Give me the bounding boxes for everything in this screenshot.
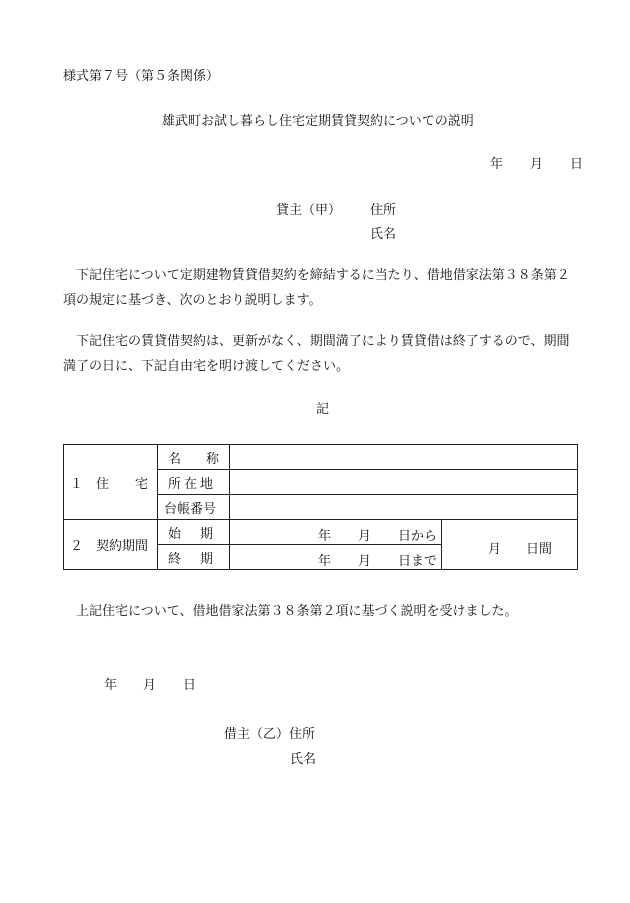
acknowledgement-text: 上記住宅について、借地借家法第３８条第２項に基づく説明を受けました。 bbox=[76, 604, 518, 619]
end-date-cell[interactable] bbox=[230, 545, 442, 570]
ledger-value-cell[interactable] bbox=[230, 495, 578, 520]
duration-day: 日間 bbox=[526, 542, 553, 557]
name-label-cell bbox=[158, 445, 230, 470]
form-number: 様式第７号（第５条関係） bbox=[63, 69, 220, 84]
contract-table bbox=[63, 444, 578, 570]
document-title: 雄武町お試し暮らし住宅定期賃貸契約についての説明 bbox=[162, 114, 474, 129]
start-date-cell[interactable] bbox=[230, 520, 442, 545]
section-period-label: ２ 契約期間 bbox=[64, 520, 158, 570]
start-label-cell bbox=[158, 520, 230, 545]
lessor-name-label: 氏名 bbox=[370, 227, 397, 242]
name-value-cell[interactable] bbox=[230, 445, 578, 470]
paragraph-2: 下記住宅の賃貸借契約は、更新がなく、期間満了により賃貸借は終了するので、期間満了の日に、下記自由宅を明け渡してください。 bbox=[63, 334, 570, 374]
lessee-name-label: 氏名 bbox=[290, 752, 317, 767]
date2-month: 月 bbox=[143, 678, 157, 693]
start-suffix: 日から bbox=[398, 529, 438, 544]
lessor-address-label: 住所 bbox=[370, 203, 397, 218]
date-day: 日 bbox=[570, 157, 584, 172]
end-suffix: 日まで bbox=[398, 554, 438, 569]
start-label-2: 期 bbox=[199, 526, 213, 542]
lessee-label: 借主（乙）住所 bbox=[224, 727, 316, 742]
address-label-1: 所 bbox=[168, 476, 182, 492]
end-label-cell bbox=[158, 545, 230, 570]
start-label-1: 始 bbox=[168, 526, 182, 542]
name-label-1: 名 bbox=[168, 451, 182, 467]
paragraph-1: 下記住宅について定期建物賃貸借契約を締結するに当たり、借地借家法第３８条第２項の規定に基づき、次のとおり説明します。 bbox=[63, 268, 570, 308]
name-label-2: 称 bbox=[205, 451, 219, 467]
ki-heading: 記 bbox=[316, 402, 330, 417]
duration-cell[interactable] bbox=[442, 520, 578, 570]
end-year: 年 bbox=[318, 554, 332, 569]
date2-year: 年 bbox=[104, 678, 118, 693]
address-label-2: 在 bbox=[183, 476, 197, 492]
date2-day: 日 bbox=[183, 678, 197, 693]
end-label-1: 終 bbox=[168, 551, 182, 567]
ledger-label-cell: 台帳番号 bbox=[158, 495, 230, 520]
lessor-label: 貸主（甲） bbox=[276, 203, 342, 218]
start-year: 年 bbox=[318, 529, 332, 544]
address-label-3: 地 bbox=[199, 476, 213, 492]
duration-month: 月 bbox=[488, 542, 502, 557]
date-year: 年 bbox=[490, 157, 504, 172]
date-month: 月 bbox=[530, 157, 544, 172]
start-month: 月 bbox=[358, 529, 372, 544]
address-value-cell[interactable] bbox=[230, 470, 578, 495]
address-label-cell bbox=[158, 470, 230, 495]
end-label-2: 期 bbox=[199, 551, 213, 567]
section-housing-label: １ 住 宅 bbox=[64, 445, 158, 520]
end-month: 月 bbox=[358, 554, 372, 569]
